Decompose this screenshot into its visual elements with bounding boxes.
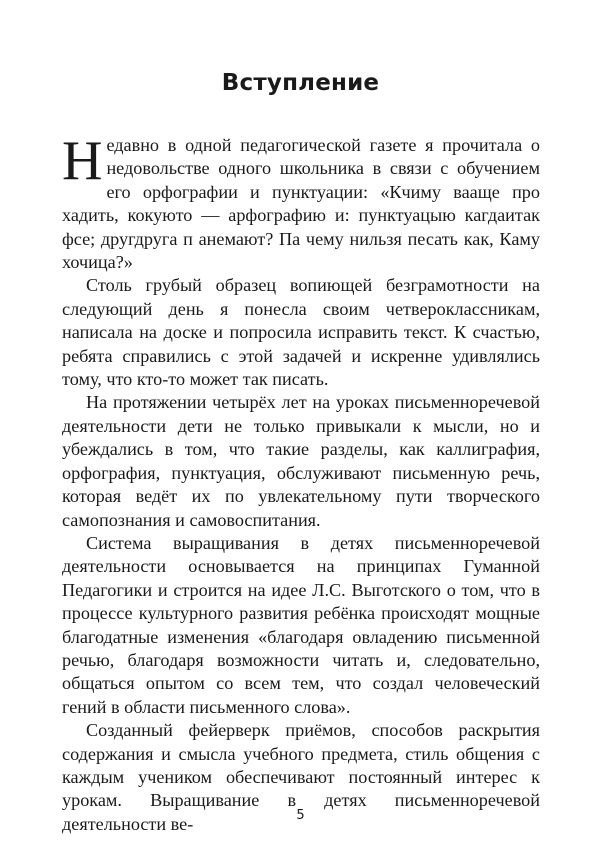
paragraph-1 <box>62 130 540 274</box>
paragraph-2: Столь грубый образец вопиющей безграмотности на следующий день я понесла своим четвероклассникам, написала на доске и попросила исправить текст. К счастью, ребята справились с этой задачей и искренне удивлялись тому, что кто-то может так писать. <box>62 275 540 390</box>
chapter-title: Вступление <box>221 70 380 96</box>
body-text <box>62 130 540 836</box>
paragraph-4: Система выращивания в детях письменноречевой деятельности основывается на принципах Гуманной Педагогики и строится на идее Л.С. Выготского о том, что в процессе культурного развития ребёнка происходят мощные благодатные изменения «благодаря овладению письменной речью, благодаря возможности читать и, следовательно, общаться опытом со всем тем, что создал человеческий гений в области письменного слова». <box>62 532 540 717</box>
paragraph-5: Созданный фейерверк приёмов, способов раскрытия содержания и смысла учебного предмета, стиль общения с каждым учеником обеспечивают постоянный интерес к урокам. Выращивание в детях письменноречевой деятельности ве- <box>62 720 540 834</box>
drop-cap: Н <box>62 130 103 192</box>
paragraph-1-text: едавно в одной педагогической газете я прочитала о недовольстве одного школьника в связи с обучением его орфографии и пунктуации: «Кчиму вааще про хадить, кокуюто — арфографию и: пунктуацыю кагдаитак фсе; другдруга п анемают? Па чему нильзя песать как, Каму хочица?» <box>62 135 540 273</box>
paragraph-3: На протяжении четырёх лет на уроках письменноречевой деятельности дети не только привыкали к мысли, но и убеждались в том, что такие разделы, как каллиграфия, орфография, пунктуация, обслуживают письменную речь, которая ведёт их по увлекательному пути творческого самопознания и самовоспитания. <box>62 392 540 530</box>
page-number: 5 <box>296 808 305 823</box>
